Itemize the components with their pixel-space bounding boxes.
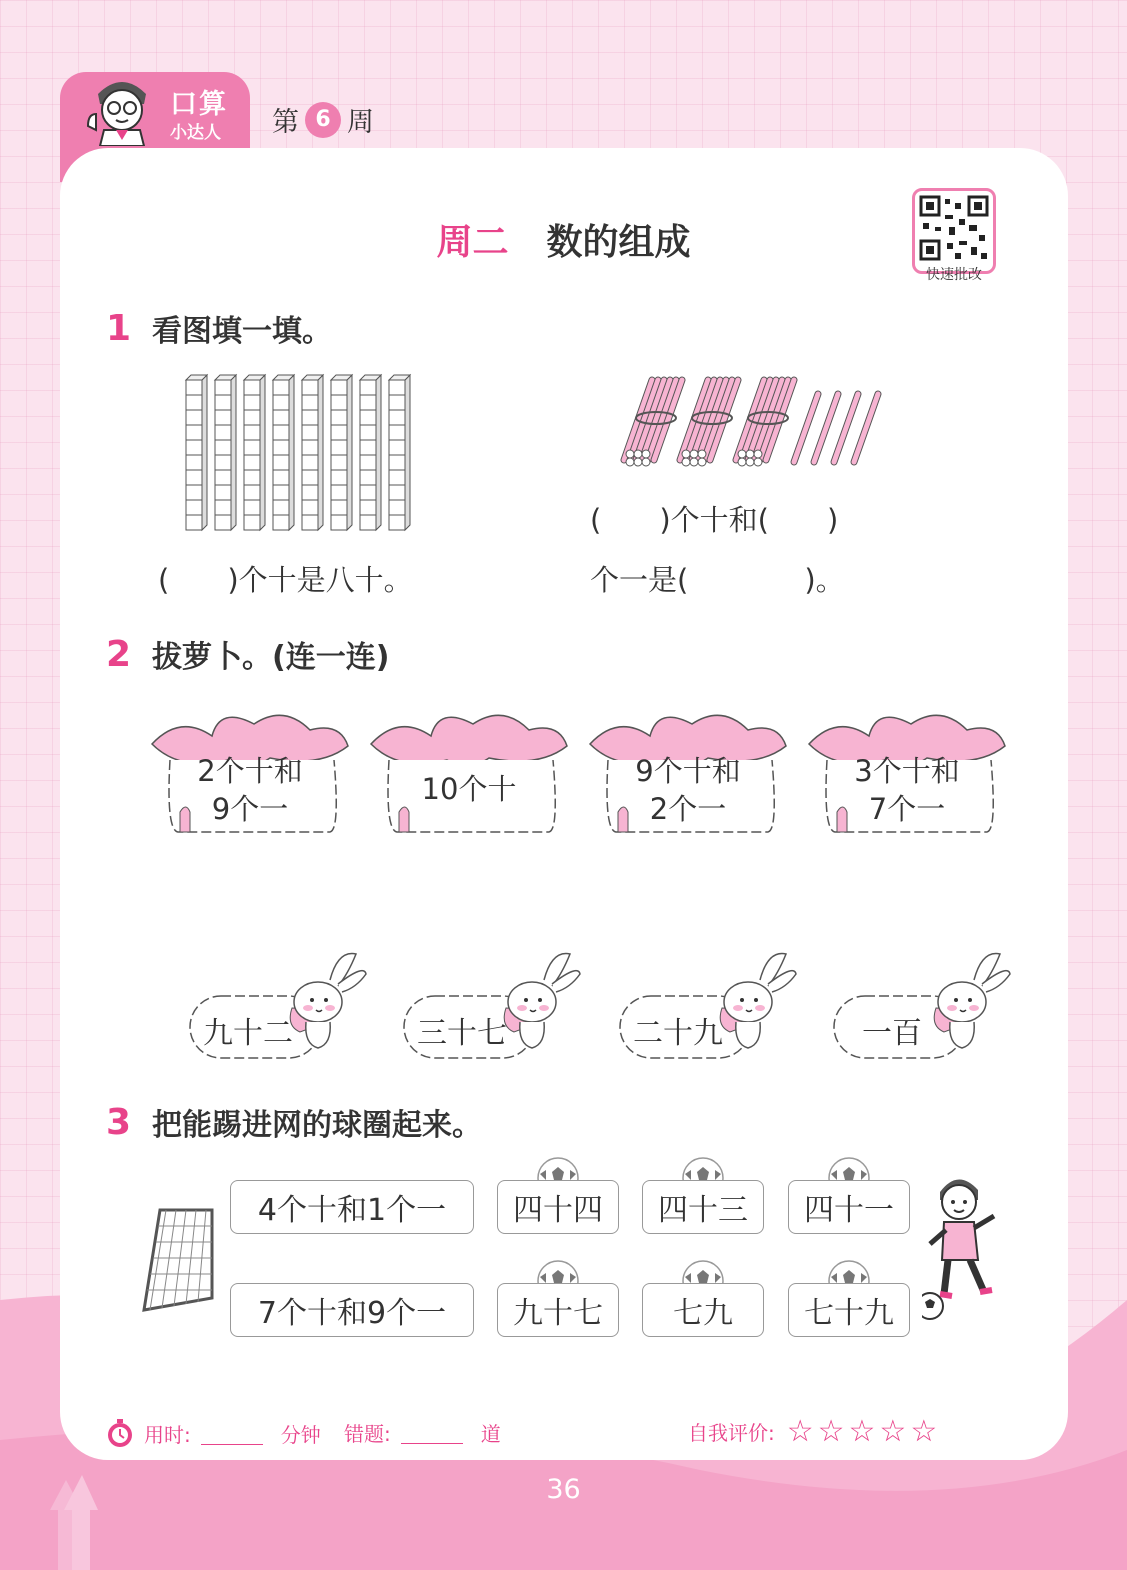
cube-rod-side — [376, 375, 381, 530]
cube-rod-side — [347, 375, 352, 530]
question-title: 看图填一填。 — [152, 314, 332, 349]
cube-unit — [273, 380, 289, 395]
cube-unit — [244, 380, 260, 395]
radish-label-1: 2个十和 — [197, 754, 303, 788]
cube-unit — [302, 380, 318, 395]
cube-unit — [186, 470, 202, 485]
cube-unit — [244, 515, 260, 530]
cube-rod-side — [260, 375, 265, 530]
cube-unit — [360, 500, 376, 515]
cube-unit — [360, 515, 376, 530]
cube-unit — [244, 425, 260, 440]
radish-card[interactable] — [369, 700, 569, 840]
cube-unit — [389, 410, 405, 425]
question-1-heading — [106, 306, 332, 350]
cube-unit — [215, 380, 231, 395]
q1-left-blank-line[interactable]: ( )个十是八十。 — [158, 563, 413, 597]
cube-unit — [186, 395, 202, 410]
cube-unit — [215, 515, 231, 530]
cube-unit — [273, 440, 289, 455]
ten-cube-rods-illustration — [180, 372, 420, 532]
cube-unit — [389, 500, 405, 515]
cube-unit — [360, 470, 376, 485]
cube-unit — [302, 455, 318, 470]
cube-unit — [331, 515, 347, 530]
cube-unit — [244, 455, 260, 470]
cube-unit — [360, 455, 376, 470]
bunny-label: 九十二 — [203, 1016, 293, 1051]
cube-unit — [273, 485, 289, 500]
page-number: 36 — [546, 1474, 581, 1505]
cube-unit — [389, 425, 405, 440]
ball-option[interactable]: 七十九 — [788, 1283, 910, 1337]
ball-option[interactable]: 九十七 — [497, 1283, 619, 1337]
cube-unit — [302, 425, 318, 440]
radish-label-1: 9个十和 — [635, 754, 741, 788]
bunny-card[interactable] — [618, 950, 798, 1060]
cube-unit — [273, 455, 289, 470]
self-eval-label: 自我评价: — [688, 1421, 775, 1445]
ball-option[interactable]: 七九 — [642, 1283, 764, 1337]
radish-label-2: 9个一 — [211, 792, 289, 826]
cube-unit — [331, 470, 347, 485]
q1-right-blank-line-2[interactable]: 个一是( )。 — [590, 563, 845, 597]
q1-right-blank-line-1[interactable]: ( )个十和( ) — [590, 503, 839, 537]
cube-unit — [215, 410, 231, 425]
qr-code[interactable] — [912, 188, 996, 274]
ball-option[interactable]: 四十一 — [788, 1180, 910, 1234]
question-title: 把能踢进网的球圈起来。 — [152, 1108, 482, 1143]
stick-bundle — [680, 380, 738, 466]
week-suffix: 周 — [347, 107, 374, 138]
cube-unit — [302, 515, 318, 530]
cube-rod-side — [405, 375, 410, 530]
cube-unit — [186, 455, 202, 470]
cube-unit — [186, 440, 202, 455]
cube-unit — [360, 425, 376, 440]
cube-unit — [215, 500, 231, 515]
cube-unit — [331, 455, 347, 470]
cube-unit — [273, 470, 289, 485]
radish-label-2: 7个一 — [868, 792, 946, 826]
cube-unit — [389, 440, 405, 455]
self-evaluation — [688, 1414, 947, 1449]
title-day: 周二 — [436, 222, 509, 263]
qr-code-icon — [915, 191, 993, 269]
radish-card[interactable] — [588, 700, 788, 840]
time-label: 用时: — [144, 1422, 191, 1447]
cube-unit — [302, 500, 318, 515]
cube-unit — [302, 410, 318, 425]
question-title: 拔萝卜。(连一连) — [152, 640, 390, 675]
cube-unit — [302, 470, 318, 485]
cube-unit — [244, 500, 260, 515]
brand-title: 口算 — [170, 89, 228, 120]
cube-unit — [302, 485, 318, 500]
cube-unit — [244, 485, 260, 500]
cube-unit — [186, 410, 202, 425]
errors-unit: 道 — [480, 1422, 501, 1446]
error-count-field — [344, 1418, 501, 1447]
bunny-card[interactable] — [402, 950, 582, 1060]
cube-unit — [360, 485, 376, 500]
cube-rod-side — [231, 375, 236, 530]
cube-unit — [273, 410, 289, 425]
cube-unit — [389, 395, 405, 410]
mascot-boy-icon — [78, 74, 166, 146]
radish-label-2: 2个一 — [649, 792, 727, 826]
week-indicator — [272, 100, 374, 139]
cube-unit — [215, 455, 231, 470]
cube-unit — [360, 380, 376, 395]
cube-unit — [244, 470, 260, 485]
cube-unit — [186, 380, 202, 395]
cube-unit — [389, 515, 405, 530]
bundled-sticks-illustration — [608, 372, 888, 472]
cube-rod-side — [289, 375, 294, 530]
bunny-label: 三十七 — [417, 1016, 507, 1051]
stick-bundle — [736, 380, 794, 466]
cube-unit — [389, 485, 405, 500]
q3-row1-label: 4个十和1个一 — [230, 1180, 474, 1234]
question-number: 1 — [106, 307, 132, 349]
errors-label: 错题: — [344, 1422, 391, 1446]
cube-unit — [244, 395, 260, 410]
question-3-heading — [106, 1100, 482, 1144]
cube-unit — [360, 410, 376, 425]
question-number: 3 — [106, 1101, 132, 1143]
cube-unit — [215, 425, 231, 440]
cube-unit — [273, 395, 289, 410]
bunny-label: 二十九 — [633, 1016, 723, 1051]
cube-unit — [215, 485, 231, 500]
cube-unit — [215, 470, 231, 485]
cube-unit — [389, 380, 405, 395]
ball-option[interactable]: 四十三 — [642, 1180, 764, 1234]
q3-row2-label: 7个十和9个一 — [230, 1283, 474, 1337]
cube-unit — [273, 515, 289, 530]
radish-card[interactable] — [150, 700, 350, 840]
qr-label: 快速批改 — [926, 267, 982, 283]
cube-unit — [244, 410, 260, 425]
stopwatch-icon — [106, 1418, 134, 1448]
cube-unit — [215, 440, 231, 455]
cube-unit — [186, 485, 202, 500]
ball-option[interactable]: 四十四 — [497, 1180, 619, 1234]
cube-unit — [331, 410, 347, 425]
cube-rod-side — [318, 375, 323, 530]
cube-unit — [215, 395, 231, 410]
cube-unit — [360, 440, 376, 455]
errors-input[interactable] — [401, 1421, 463, 1444]
week-prefix: 第 — [272, 107, 299, 138]
cube-unit — [273, 500, 289, 515]
week-number: 6 — [305, 102, 341, 138]
cube-unit — [331, 500, 347, 515]
question-number: 2 — [106, 633, 132, 675]
cube-unit — [186, 425, 202, 440]
cube-unit — [302, 440, 318, 455]
cube-unit — [331, 380, 347, 395]
cube-unit — [302, 395, 318, 410]
cube-unit — [331, 395, 347, 410]
radish-card[interactable] — [807, 700, 1007, 840]
bunny-card[interactable] — [188, 950, 368, 1060]
radish-label-1: 10个十 — [421, 772, 517, 806]
cube-unit — [331, 485, 347, 500]
cube-unit — [273, 425, 289, 440]
cube-unit — [331, 440, 347, 455]
brand-subtitle: 小达人 — [170, 123, 221, 143]
cube-unit — [331, 425, 347, 440]
cube-rod-side — [202, 375, 207, 530]
cube-unit — [186, 515, 202, 530]
cube-unit — [186, 500, 202, 515]
bunny-card[interactable] — [832, 950, 1012, 1060]
radish-label-1: 3个十和 — [854, 754, 960, 788]
cube-unit — [389, 470, 405, 485]
cube-unit — [360, 395, 376, 410]
soccer-goal-icon — [136, 1206, 216, 1316]
cube-unit — [389, 455, 405, 470]
stick-bundle — [624, 380, 682, 466]
cube-unit — [244, 440, 260, 455]
rating-stars[interactable]: ☆☆☆☆☆ — [786, 1414, 942, 1449]
boy-kicking-ball-icon — [922, 1172, 1002, 1322]
question-2-heading — [106, 632, 389, 676]
time-input[interactable] — [201, 1422, 263, 1445]
bunny-label: 一百 — [862, 1016, 922, 1051]
time-unit: 分钟 — [280, 1422, 321, 1447]
time-used-field — [106, 1418, 321, 1448]
title-topic: 数的组成 — [546, 222, 691, 263]
